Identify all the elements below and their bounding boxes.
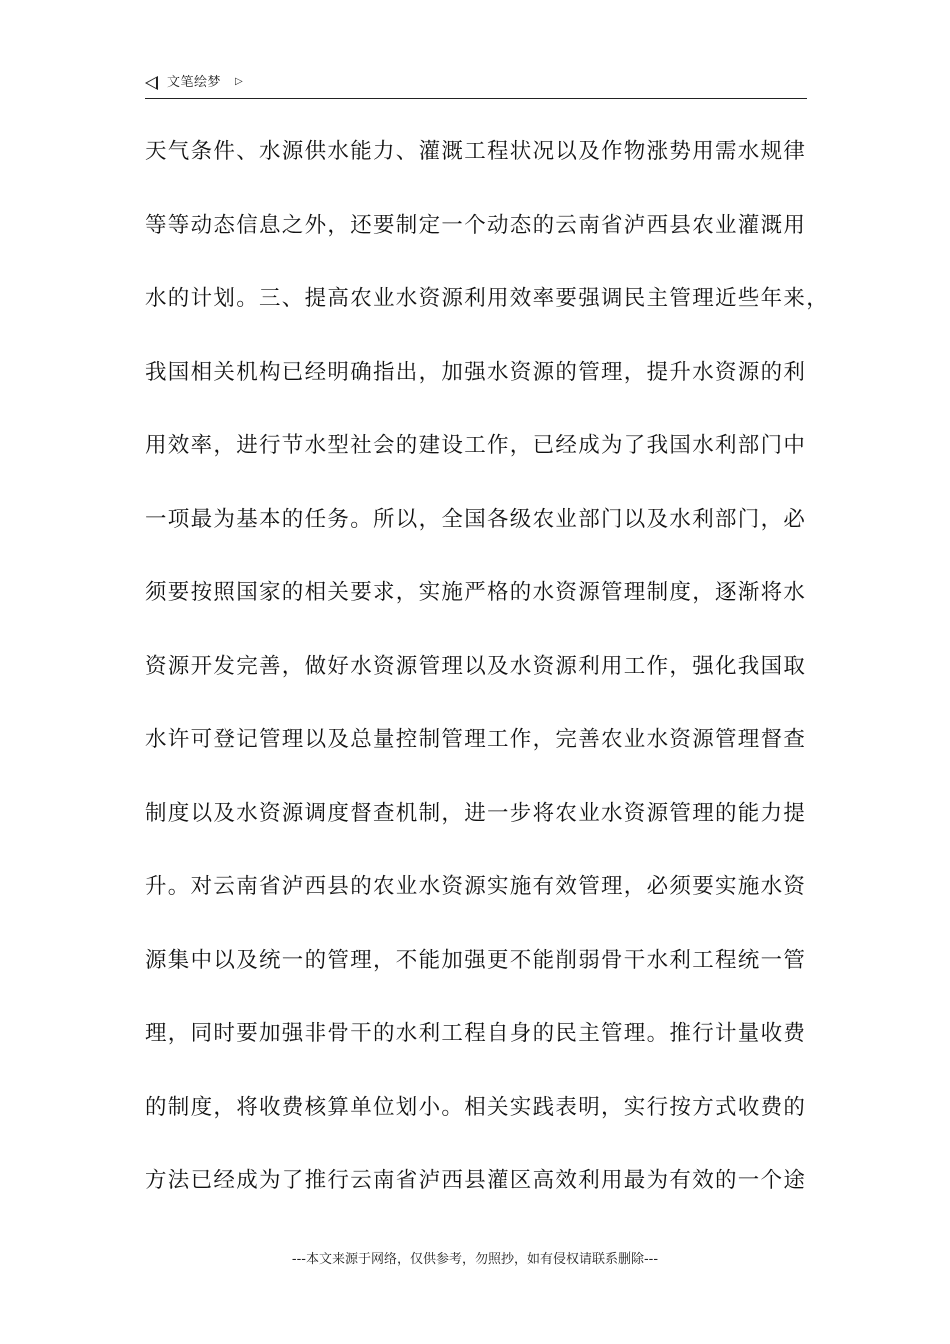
text-line: 等等动态信息之外，还要制定一个动态的云南省泸西县农业灌溉用 bbox=[145, 212, 807, 238]
text-line: 须要按照国家的相关要求，实施严格的水资源管理制度，逐渐将水 bbox=[145, 580, 807, 605]
text-line: 天气条件、水源供水能力、灌溉工程状况以及作物涨势用需水规律 bbox=[145, 139, 807, 164]
text-line: 用效率，进行节水型社会的建设工作，已经成为了我国水利部门中 bbox=[145, 433, 807, 458]
text-line: 升。对云南省泸西县的农业水资源实施有效管理，必须要实施水资 bbox=[145, 874, 807, 899]
text-line: 一项最为基本的任务。所以，全国各级农业部门以及水利部门，必 bbox=[145, 506, 807, 532]
text-line: 方法已经成为了推行云南省泸西县灌区高效利用最为有效的一个途 bbox=[145, 1168, 807, 1193]
text-line: 的制度，将收费核算单位划小。相关实践表明，实行按方式收费的 bbox=[145, 1094, 807, 1120]
header-title: 文笔绘梦 bbox=[167, 75, 222, 90]
text-line: 源集中以及统一的管理，不能加强更不能削弱骨干水利工程统一管 bbox=[145, 947, 807, 973]
text-line: 我国相关机构已经明确指出，加强水资源的管理，提升水资源的利 bbox=[145, 359, 807, 385]
text-line: 水许可登记管理以及总量控制管理工作，完善农业水资源管理督查 bbox=[145, 727, 807, 752]
page-header bbox=[145, 72, 807, 99]
triangle-right-icon: ▷ bbox=[235, 76, 243, 87]
body-text bbox=[145, 130, 830, 1233]
page-footer: ---本文来源于网络，仅供参考，勿照抄，如有侵权请联系删除--- bbox=[291, 1252, 659, 1267]
text-line: 资源开发完善，做好水资源管理以及水资源利用工作，强化我国取 bbox=[145, 653, 807, 679]
text-line: 水的计划。三、提高农业水资源利用效率要强调民主管理近些年来， bbox=[145, 286, 830, 311]
text-line: 理，同时要加强非骨干的水利工程自身的民主管理。推行计量收费 bbox=[145, 1021, 807, 1046]
text-line: 制度以及水资源调度督查机制，进一步将农业水资源管理的能力提 bbox=[145, 800, 807, 826]
triangle-left-icon bbox=[145, 76, 158, 90]
